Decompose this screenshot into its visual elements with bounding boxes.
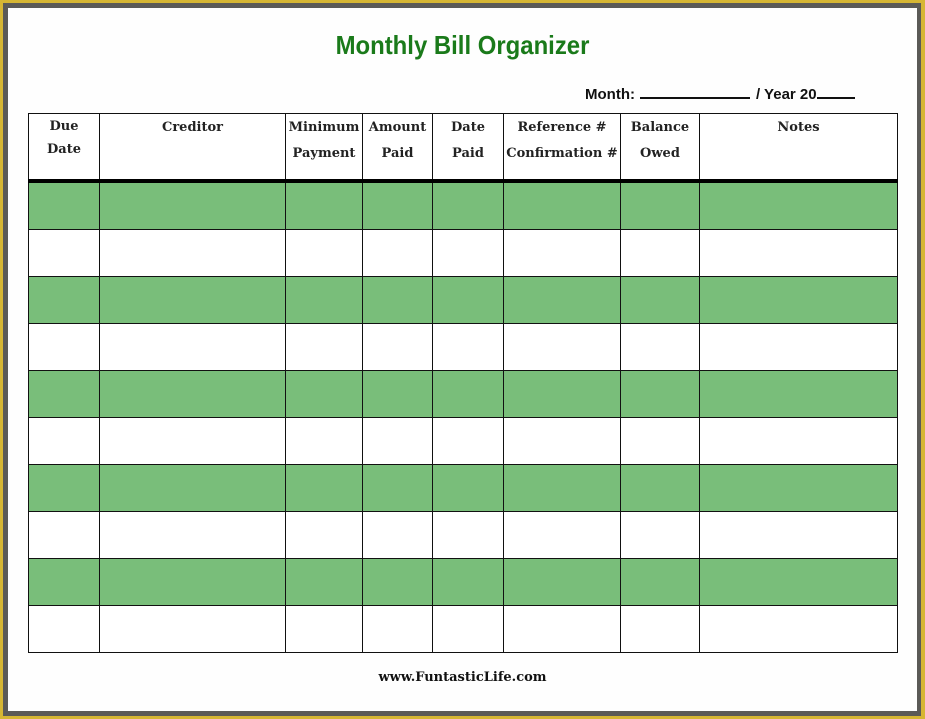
cell-reference-confirmation[interactable] (504, 371, 621, 418)
cell-balance-owed[interactable] (621, 230, 700, 277)
cell-notes[interactable] (700, 324, 898, 371)
cell-amount-paid[interactable] (363, 512, 433, 559)
cell-creditor[interactable] (100, 465, 286, 512)
cell-due-date[interactable] (29, 181, 100, 230)
cell-due-date[interactable] (29, 512, 100, 559)
cell-creditor[interactable] (100, 418, 286, 465)
cell-reference-confirmation[interactable] (504, 606, 621, 653)
cell-creditor[interactable] (100, 277, 286, 324)
column-header-due-date: Due Date (29, 114, 100, 182)
cell-due-date[interactable] (29, 230, 100, 277)
cell-date-paid[interactable] (433, 371, 504, 418)
document-page (8, 8, 917, 711)
cell-notes[interactable] (700, 512, 898, 559)
table-row (29, 371, 898, 418)
cell-reference-confirmation[interactable] (504, 512, 621, 559)
cell-date-paid[interactable] (433, 324, 504, 371)
cell-notes[interactable] (700, 418, 898, 465)
cell-notes[interactable] (700, 606, 898, 653)
cell-amount-paid[interactable] (363, 324, 433, 371)
cell-minimum-payment[interactable] (286, 181, 363, 230)
cell-date-paid[interactable] (433, 606, 504, 653)
column-header-reference-confirmation: Reference # Confirmation # (504, 114, 621, 182)
cell-minimum-payment[interactable] (286, 230, 363, 277)
cell-date-paid[interactable] (433, 559, 504, 606)
column-header-notes: Notes (700, 114, 898, 182)
cell-balance-owed[interactable] (621, 324, 700, 371)
table-row (29, 465, 898, 512)
cell-amount-paid[interactable] (363, 230, 433, 277)
cell-due-date[interactable] (29, 465, 100, 512)
cell-date-paid[interactable] (433, 418, 504, 465)
bill-table (28, 113, 898, 653)
year-label: / Year 20 (755, 86, 817, 103)
cell-date-paid[interactable] (433, 181, 504, 230)
cell-balance-owed[interactable] (621, 512, 700, 559)
year-field[interactable] (817, 83, 855, 99)
cell-balance-owed[interactable] (621, 418, 700, 465)
cell-amount-paid[interactable] (363, 606, 433, 653)
bill-rows (29, 181, 898, 653)
month-year-line (585, 83, 855, 103)
cell-minimum-payment[interactable] (286, 371, 363, 418)
cell-due-date[interactable] (29, 606, 100, 653)
cell-notes[interactable] (700, 230, 898, 277)
cell-amount-paid[interactable] (363, 277, 433, 324)
cell-balance-owed[interactable] (621, 181, 700, 230)
cell-reference-confirmation[interactable] (504, 230, 621, 277)
table-row (29, 559, 898, 606)
cell-date-paid[interactable] (433, 465, 504, 512)
cell-minimum-payment[interactable] (286, 324, 363, 371)
column-header-creditor: Creditor (100, 114, 286, 182)
cell-minimum-payment[interactable] (286, 277, 363, 324)
cell-balance-owed[interactable] (621, 465, 700, 512)
table-row (29, 230, 898, 277)
cell-date-paid[interactable] (433, 277, 504, 324)
footer-url: www.FuntasticLife.com (378, 670, 547, 685)
table-row (29, 181, 898, 230)
table-row (29, 418, 898, 465)
cell-notes[interactable] (700, 181, 898, 230)
cell-amount-paid[interactable] (363, 465, 433, 512)
cell-creditor[interactable] (100, 181, 286, 230)
cell-minimum-payment[interactable] (286, 418, 363, 465)
table-row (29, 324, 898, 371)
cell-minimum-payment[interactable] (286, 512, 363, 559)
cell-amount-paid[interactable] (363, 371, 433, 418)
cell-minimum-payment[interactable] (286, 559, 363, 606)
cell-creditor[interactable] (100, 559, 286, 606)
cell-creditor[interactable] (100, 324, 286, 371)
cell-creditor[interactable] (100, 230, 286, 277)
cell-balance-owed[interactable] (621, 606, 700, 653)
cell-date-paid[interactable] (433, 230, 504, 277)
column-header-amount-paid: Amount Paid (363, 114, 433, 182)
cell-notes[interactable] (700, 559, 898, 606)
cell-reference-confirmation[interactable] (504, 181, 621, 230)
cell-reference-confirmation[interactable] (504, 465, 621, 512)
cell-balance-owed[interactable] (621, 371, 700, 418)
cell-balance-owed[interactable] (621, 559, 700, 606)
column-header-minimum-payment: Minimum Payment (286, 114, 363, 182)
column-header-date-paid: Date Paid (433, 114, 504, 182)
cell-minimum-payment[interactable] (286, 465, 363, 512)
cell-reference-confirmation[interactable] (504, 277, 621, 324)
cell-notes[interactable] (700, 371, 898, 418)
cell-creditor[interactable] (100, 606, 286, 653)
cell-amount-paid[interactable] (363, 418, 433, 465)
table-row (29, 606, 898, 653)
cell-due-date[interactable] (29, 418, 100, 465)
cell-reference-confirmation[interactable] (504, 559, 621, 606)
cell-minimum-payment[interactable] (286, 606, 363, 653)
cell-balance-owed[interactable] (621, 277, 700, 324)
cell-due-date[interactable] (29, 371, 100, 418)
table-header-row (29, 114, 898, 182)
cell-creditor[interactable] (100, 371, 286, 418)
month-field[interactable] (640, 83, 750, 99)
cell-due-date[interactable] (29, 277, 100, 324)
cell-creditor[interactable] (100, 512, 286, 559)
page-title: Monthly Bill Organizer (335, 30, 590, 60)
cell-notes[interactable] (700, 277, 898, 324)
cell-due-date[interactable] (29, 559, 100, 606)
cell-reference-confirmation[interactable] (504, 324, 621, 371)
column-header-balance-owed: Balance Owed (621, 114, 700, 182)
cell-reference-confirmation[interactable] (504, 418, 621, 465)
cell-date-paid[interactable] (433, 512, 504, 559)
cell-notes[interactable] (700, 465, 898, 512)
table-row (29, 512, 898, 559)
cell-due-date[interactable] (29, 324, 100, 371)
table-row (29, 277, 898, 324)
month-label: Month: (585, 86, 635, 103)
cell-amount-paid[interactable] (363, 181, 433, 230)
cell-amount-paid[interactable] (363, 559, 433, 606)
